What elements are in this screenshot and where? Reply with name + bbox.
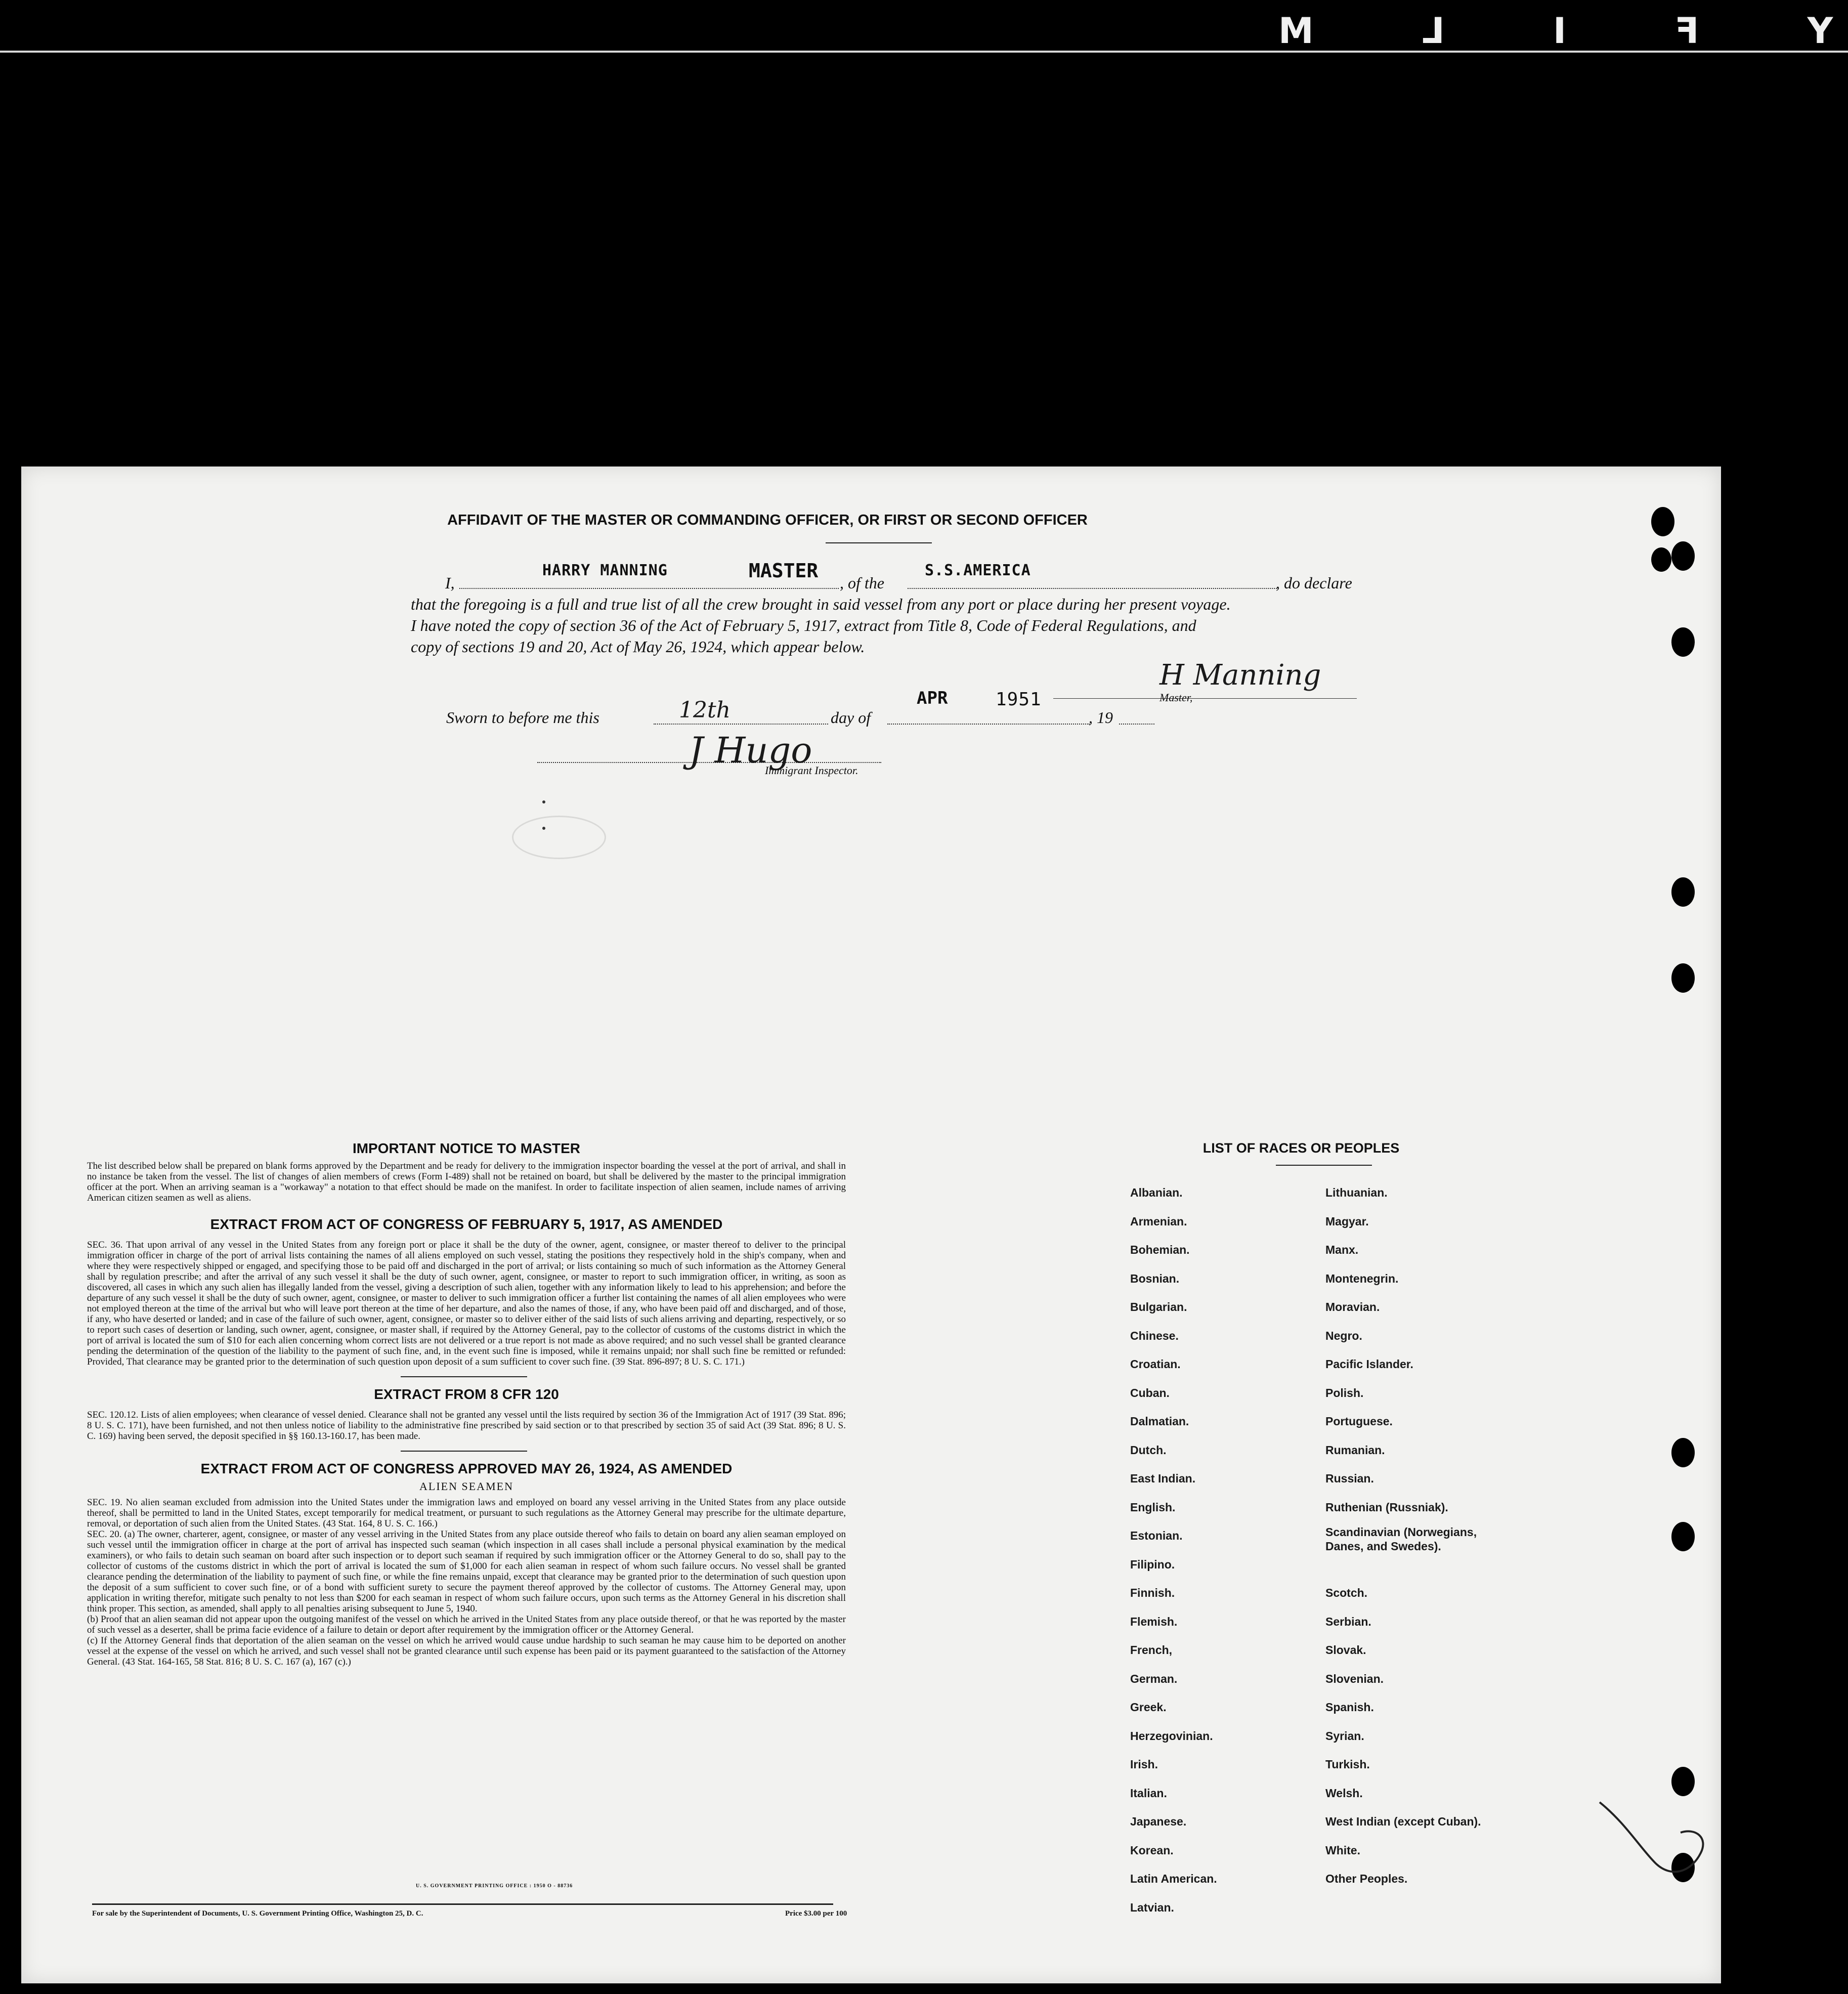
race-item: German. (1130, 1672, 1178, 1685)
faded-stamp-mark (512, 816, 606, 859)
page-mark (542, 800, 545, 803)
binder-hole (1651, 547, 1671, 572)
race-item: Turkish. (1325, 1758, 1370, 1771)
race-item: Italian. (1130, 1786, 1167, 1800)
race-item: Scotch. (1325, 1586, 1368, 1599)
race-item: Chinese. (1130, 1329, 1179, 1342)
race-item: Albanian. (1130, 1186, 1183, 1199)
day-handwritten: 12th (679, 697, 731, 723)
races-title: LIST OF RACES OR PEOPLES (1202, 1140, 1400, 1156)
race-item: Scandinavian (Norwegians, Danes, and Swedes). (1325, 1525, 1477, 1553)
sec-19-text: SEC. 19. No alien seaman excluded from admission into the United States under the immigration laws and employed on board any vessel arriving in the United States from any place outside thereof, shall be permitted to land in the United States, except temporarily for medical treatment, or pursuant to such regulations as the Attorney General may prescribe for the ultimate departure, removal, or deportation of such alien from the United States. (43 Stat. 164, 8 U. S. C. 166.) (87, 1497, 846, 1529)
race-item: Dalmatian. (1130, 1415, 1189, 1428)
affidavit-document (21, 466, 1721, 1983)
race-item: Latvian. (1130, 1900, 1174, 1914)
master-signature: H Manning (1159, 659, 1321, 692)
extract-1917-text: SEC. 36. That upon arrival of any vessel in the United States from any foreign port or place it shall be the duty of the owner, agent, consignee, or master thereof to deliver to the principal immigration officer in charge of the port of arrival lists containing the names of all aliens employed on such vessel, stating the positions they respectively hold in the ship's company, when and where they were respectively shipped or engaged, and specifying those to be paid off and discharged in the port of arrival; or lists containing so much of such information as the Attorney General shall by regulation prescribe; and after the arrival of any such vessel it shall be the duty of such owner, agent, consignee, or master to report to such immigration officer, in writing, as soon as discovered, all cases in which any such alien has illegally landed from the vessel, giving a description of such alien, together with any information likely to lead to his apprehension; and before the departure of any such vessel it shall be the duty of such owner, agent, consignee, or master to deliver to such immigration officer a further list containing the names of all alien employees who were not employed thereon at the time of the arrival but who will leave port thereon at the time of her departure, and also the names of those, if any, who have been paid off and discharged, and of those, if any, who have deserted or landed; and in case of the failure of such owner, agent, consignee, or master so to deliver either of the said lists of such aliens arriving and departing, respectively, or so to report such cases of desertion or landing, such owner, agent, consignee, or master shall, if required by the Attorney General, pay to the collector of customs of the customs district in which the port of arrival is located the sum of $10 for each alien concerning whom correct lists are not delivered or a true report is not made as above required; and no such vessel shall be granted clearance pending the determination of the question of the liability to the payment of such fine, and, in the event such fine is imposed, while it remains unpaid; nor shall such fine be remitted or refunded: Provided, That clearance may be granted prior to the determination of such question upon deposit of a sum sufficient to cover such fine. (39 Stat. 896-897; 8 U. S. C. 171.) (87, 1240, 846, 1367)
vessel-field-line (908, 588, 1277, 589)
race-item: Bulgarian. (1130, 1300, 1187, 1313)
race-item: Slovak. (1325, 1643, 1366, 1657)
name-field-line (459, 588, 839, 589)
binder-hole (1671, 1438, 1695, 1467)
race-item: Polish. (1325, 1386, 1364, 1399)
race-item: Russian. (1325, 1472, 1374, 1485)
race-item: Syrian. (1325, 1729, 1364, 1743)
master-label: Master, (1159, 691, 1193, 704)
race-item: Montenegrin. (1325, 1271, 1399, 1285)
section-divider (401, 1376, 527, 1377)
film-marks-text: Y F I L M (1230, 10, 1833, 52)
affidavit-title: AFFIDAVIT OF THE MASTER OR COMMANDING OFFICER, OR FIRST OR SECOND OFFICER (447, 512, 1088, 528)
race-item: English. (1130, 1500, 1176, 1514)
race-item: Estonian. (1130, 1529, 1183, 1542)
race-item: Pacific Islander. (1325, 1357, 1413, 1371)
year-field-line (1119, 724, 1154, 725)
race-item: Portuguese. (1325, 1415, 1393, 1428)
race-item: White. (1325, 1843, 1360, 1857)
binder-hole (1671, 963, 1695, 993)
race-item: West Indian (except Cuban). (1325, 1815, 1481, 1828)
month-field-line (887, 724, 1090, 725)
extract-1917-title: EXTRACT FROM ACT OF CONGRESS OF FEBRUARY 5, 1917, AS AMENDED (210, 1216, 723, 1232)
section-divider (401, 1451, 527, 1452)
title-divider (826, 542, 932, 543)
race-item: Serbian. (1325, 1615, 1371, 1628)
year-stamp: 1951 (996, 689, 1042, 710)
affidavit-line-3: I have noted the copy of section 36 of the Act of February 5, 1917, extract from Title 8, Code of Federal Regulations, and (411, 616, 1196, 634)
footer-rule (92, 1903, 833, 1905)
races-divider (1276, 1165, 1372, 1166)
extract-cfr-text: SEC. 120.12. Lists of alien employees; when clearance of vessel denied. Clearance shall not be granted any vessel until the lists required by section 36 of the Immigration Act of 1917 (39 Stat. 896; 8 U. S. C. 171), have been furnished, and not then unless notice of liability to the administrative fine prescribed by said section or to that prescribed by section 35 of said Act (39 Stat. 896; 8 U. S. C. 169) having been served, the deposit specified in §§ 160.13-160.17, has been made. (87, 1410, 846, 1441)
pen-stroke-mark (1595, 1792, 1711, 1883)
day-of-label: day of (831, 708, 871, 727)
race-item: Japanese. (1130, 1815, 1187, 1828)
rank-stamp: MASTER (749, 560, 819, 582)
race-item: Korean. (1130, 1843, 1174, 1857)
month-stamp: APR (917, 688, 948, 708)
race-item: Moravian. (1325, 1300, 1380, 1313)
race-item: Filipino. (1130, 1557, 1175, 1571)
race-item: Dutch. (1130, 1443, 1167, 1457)
master-name: HARRY MANNING (542, 562, 668, 579)
i-label: I, (445, 574, 455, 592)
of-the-label: , of the (840, 574, 884, 592)
race-item: Bohemian. (1130, 1243, 1190, 1256)
race-item: Magyar. (1325, 1214, 1369, 1228)
gpo-imprint: U. S. GOVERNMENT PRINTING OFFICE : 1950 O - 88736 (416, 1883, 573, 1889)
race-item: Cuban. (1130, 1386, 1170, 1399)
race-item: Armenian. (1130, 1214, 1187, 1228)
vessel-name: S.S.AMERICA (925, 562, 1031, 579)
inspector-label: Immigrant Inspector. (765, 764, 858, 777)
race-item: Latin American. (1130, 1872, 1217, 1885)
race-item: Rumanian. (1325, 1443, 1385, 1457)
race-item: Other Peoples. (1325, 1872, 1408, 1885)
race-item: Negro. (1325, 1329, 1362, 1342)
sec-20c-text: (c) If the Attorney General finds that deportation of the alien seaman on the vessel on which he arrived would cause undue hardship to such seaman he may cause him to be deported on another vessel at the expense of the vessel on which he arrived, and such vessel shall not be granted clearance until such expense has been paid or its payment guaranteed to the satisfaction of the Attorney General. (43 Stat. 164-165, 58 Stat. 816; 8 U. S. C. 167 (a), 167 (c).) (87, 1635, 846, 1667)
do-declare-label: , do declare (1276, 574, 1352, 592)
binder-hole (1651, 507, 1674, 536)
race-item: Irish. (1130, 1758, 1158, 1771)
race-item: Lithuanian. (1325, 1186, 1388, 1199)
day-field-line (654, 724, 828, 725)
legal-notice-column (87, 1140, 846, 1667)
binder-hole (1671, 627, 1695, 657)
footer-sale-note: For sale by the Superintendent of Documents, U. S. Government Printing Office, Washington 25, D. C. (92, 1910, 423, 1918)
affidavit-line-2: that the foregoing is a full and true list of all the crew brought in said vessel from any port or place during her present voyage. (411, 595, 1231, 613)
notice-text: The list described below shall be prepared on blank forms approved by the Department and be ready for delivery to the immigration inspector boarding the vessel at the port of arrival, and shall in no instance be taken from the vessel. The list of changes of alien members of crews (Form I-489) shall not be retained on board, but shall be delivered by the master to the principal immigration officer at the port. When an arriving seaman is a "workaway" a notation to that effect should be made on the manifest. In order to facilitate inspection of alien seamen, include names of arriving American citizen seamen as well as aliens. (87, 1161, 846, 1203)
race-item: Welsh. (1325, 1786, 1363, 1800)
race-item: Manx. (1325, 1243, 1359, 1256)
film-strip-border (0, 0, 1848, 53)
race-item: Croatian. (1130, 1357, 1181, 1371)
inspector-signature: J Hugo (689, 730, 812, 771)
race-item: Ruthenian (Russniak). (1325, 1500, 1448, 1514)
race-item: French, (1130, 1643, 1173, 1657)
race-item: Flemish. (1130, 1615, 1178, 1628)
footer-price: Price $3.00 per 100 (785, 1910, 847, 1918)
race-item: Finnish. (1130, 1586, 1175, 1599)
affidavit-line-4: copy of sections 19 and 20, Act of May 26, 1924, which appear below. (411, 638, 865, 656)
master-signature-line (1053, 698, 1357, 699)
notice-title: IMPORTANT NOTICE TO MASTER (352, 1140, 581, 1156)
race-item: Slovenian. (1325, 1672, 1384, 1685)
sec-20a-text: SEC. 20. (a) The owner, charterer, agent, consignee, or master of any vessel arriving in the United States from any place outside thereof who fails to detain on board any alien seaman employed on such vessel until the immigration officer in charge at the port of arrival has inspected such seaman (which inspection in all cases shall include a personal physical examination by the medical examiners), or who fails to detain such seaman on board after such inspection or to deport such seaman if required by such immigration officer or the Attorney General to do so, shall pay to the collector of customs of the customs district in which the port of arrival is located the sum of $1,000 for each alien seaman in respect of whom such failure occurs. No vessel shall be granted clearance pending the determination of the liability to payment of such fine, or while the fine remains unpaid, except that clearance may be granted prior to the determination of such question upon the deposit of a sum sufficient to cover such fine, or of a bond with sufficient surety to secure the payment thereof approved by the collector of customs. The Attorney General may, upon application in writing therefor, mitigate such penalty to not less than $200 for each seaman in respect of whom such failure occurs, upon such terms as the Attorney General in his discretion shall think proper. This section, as amended, shall apply to all penalties arising subsequent to June 5, 1940. (87, 1529, 846, 1614)
race-item: Greek. (1130, 1701, 1167, 1714)
binder-hole (1671, 541, 1695, 571)
race-item: Herzegovinian. (1130, 1729, 1213, 1743)
binder-hole (1671, 877, 1695, 907)
sec-20b-text: (b) Proof that an alien seaman did not appear upon the outgoing manifest of the vessel on which he arrived in the United States from any place outside thereof, or that he was reported by the master of such vessel as a deserter, shall be prima facie evidence of a failure to detain or deport after requirement by the immigration officer or the Attorney General. (87, 1614, 846, 1635)
alien-seamen-subtitle: ALIEN SEAMEN (419, 1480, 513, 1493)
extract-cfr-title: EXTRACT FROM 8 CFR 120 (374, 1386, 559, 1402)
year-prefix-label: , 19 (1089, 708, 1113, 727)
binder-hole (1671, 1522, 1695, 1551)
race-item: East Indian. (1130, 1472, 1196, 1485)
sworn-label: Sworn to before me this (446, 708, 599, 727)
race-item: Spanish. (1325, 1701, 1374, 1714)
extract-1924-title: EXTRACT FROM ACT OF CONGRESS APPROVED MAY 26, 1924, AS AMENDED (200, 1461, 733, 1476)
race-item: Bosnian. (1130, 1271, 1180, 1285)
